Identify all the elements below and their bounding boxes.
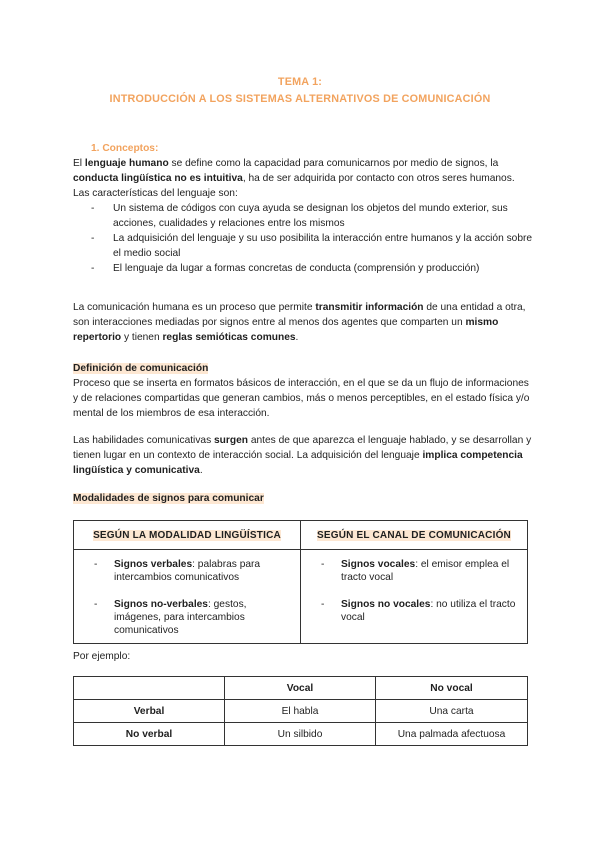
row-label-text: No verbal (125, 728, 173, 740)
definition-text: Proceso que se inserta en formatos básicos de interacción, en el que se da un flujo de informaciones y de relaciones compartidas que generan cambios, más o menos perceptibles, en el estado física y/o mental de los miembros de esa interacción. (73, 378, 530, 419)
channel-list (307, 558, 521, 624)
bold-term: conducta lingüística no es intuitiva (73, 173, 243, 184)
row-label (74, 700, 225, 723)
modalities-heading: Modalidades de signos para comunicar (73, 493, 264, 504)
section-heading-concepts: 1. Conceptos: (91, 143, 159, 154)
table-cell: Una palmada afectuosa (376, 723, 528, 746)
table-header-cell (225, 677, 376, 700)
column-header (301, 521, 528, 550)
paragraph-3 (73, 433, 533, 478)
paragraph-comunicacion-humana (73, 300, 533, 345)
header-label: Vocal (286, 682, 314, 694)
list-item (80, 598, 294, 637)
text-run: Las habilidades comunicativas (73, 435, 215, 446)
bold-term: Signos vocales (341, 559, 416, 570)
characteristics-list (73, 201, 533, 276)
example-intro (73, 649, 533, 664)
modality-list (80, 558, 294, 637)
bold-term: Signos no vocales (341, 599, 431, 610)
table-header-cell (376, 677, 528, 700)
row-label-text: Verbal (133, 705, 165, 717)
paragraph-lenguaje-humano (73, 156, 533, 276)
table-cell: El habla (225, 700, 376, 723)
list-item: - Un sistema de códigos con cuya ayuda se designan los objetos del mundo exterior, sus acciones, cualidades y relaciones entre los mismos (73, 201, 533, 231)
section-modalities (73, 491, 533, 506)
header-label: No vocal (430, 682, 473, 694)
text-run: . (199, 465, 203, 476)
paragraph-2 (73, 300, 533, 345)
definition-heading: Definición de comunicación (73, 363, 209, 374)
list-item: - La adquisición del lenguaje y su uso posibilita la interacción entre humanos y la acción sobre el medio social (73, 231, 533, 261)
bold-term: reglas semióticas comunes (162, 332, 296, 343)
column-header-label: SEGÚN LA MODALIDAD LINGÜÍSTICA (93, 529, 281, 541)
row-label (74, 723, 225, 746)
bold-term: Signos no-verbales (114, 599, 208, 610)
tema-label: TEMA 1: (277, 76, 323, 88)
column-header-label: SEGÚN EL CANAL DE COMUNICACIÓN (317, 529, 511, 541)
text-run: El (73, 158, 85, 169)
example-table (73, 676, 528, 746)
text-run: : palabras para intercambios comunicativos (114, 559, 261, 583)
bold-term: implica competencia lingüística y comunicativa (73, 450, 523, 476)
text-run: de una entidad a otra, son interacciones mediadas por signos entre al menos dos agentes que comparten un (73, 302, 526, 328)
section-concepts (73, 141, 533, 156)
table-cell: Una carta (376, 700, 528, 723)
list-item (307, 558, 521, 584)
paragraph-1 (73, 156, 533, 186)
text-run: : gestos, imágenes, para intercambios comunicativos (114, 599, 247, 636)
bold-term: Signos verbales (114, 559, 193, 570)
table-header-row (74, 677, 528, 700)
text-run: : el emisor emplea el tracto vocal (341, 559, 510, 583)
table-cell (74, 550, 301, 644)
table-header-cell (74, 677, 225, 700)
table-cell (301, 550, 528, 644)
example-intro-text: Por ejemplo: (73, 651, 131, 662)
table-row (74, 700, 528, 723)
text-run: : no utiliza el tracto vocal (341, 599, 516, 623)
paragraph-habilidades (73, 433, 533, 478)
text-run: . (295, 332, 299, 343)
bold-term: transmitir información (315, 302, 424, 313)
list-item: - El lenguaje da lugar a formas concretas de conducta (comprensión y producción) (73, 261, 533, 276)
text-run: antes de que aparezca el lenguaje hablado, y se desarrollan y tienen lugar en un contexto de interacción social. La adquisición del lenguaje (73, 435, 532, 461)
list-item (80, 558, 294, 584)
bold-term: lenguaje humano (84, 158, 169, 169)
table-row (74, 723, 528, 746)
characteristics-intro: Las características del lenguaje son: (73, 188, 238, 199)
table-cell: Un silbido (225, 723, 376, 746)
text-run: se define como la capacidad para comunicarnos por medio de signos, la (168, 158, 499, 169)
column-header (74, 521, 301, 550)
modalities-table (73, 520, 528, 644)
text-run: y tienen (121, 332, 163, 343)
list-item (307, 598, 521, 624)
text-run: , ha de ser adquirida por contacto con otros seres humanos. (242, 173, 515, 184)
bold-term: surgen (214, 435, 248, 446)
document-title: INTRODUCCIÓN A LOS SISTEMAS ALTERNATIVOS DE COMUNICACIÓN (109, 93, 491, 105)
text-run: La comunicación humana es un proceso que permite (73, 302, 316, 313)
bold-term: mismo repertorio (73, 317, 499, 343)
section-definition (73, 361, 533, 421)
